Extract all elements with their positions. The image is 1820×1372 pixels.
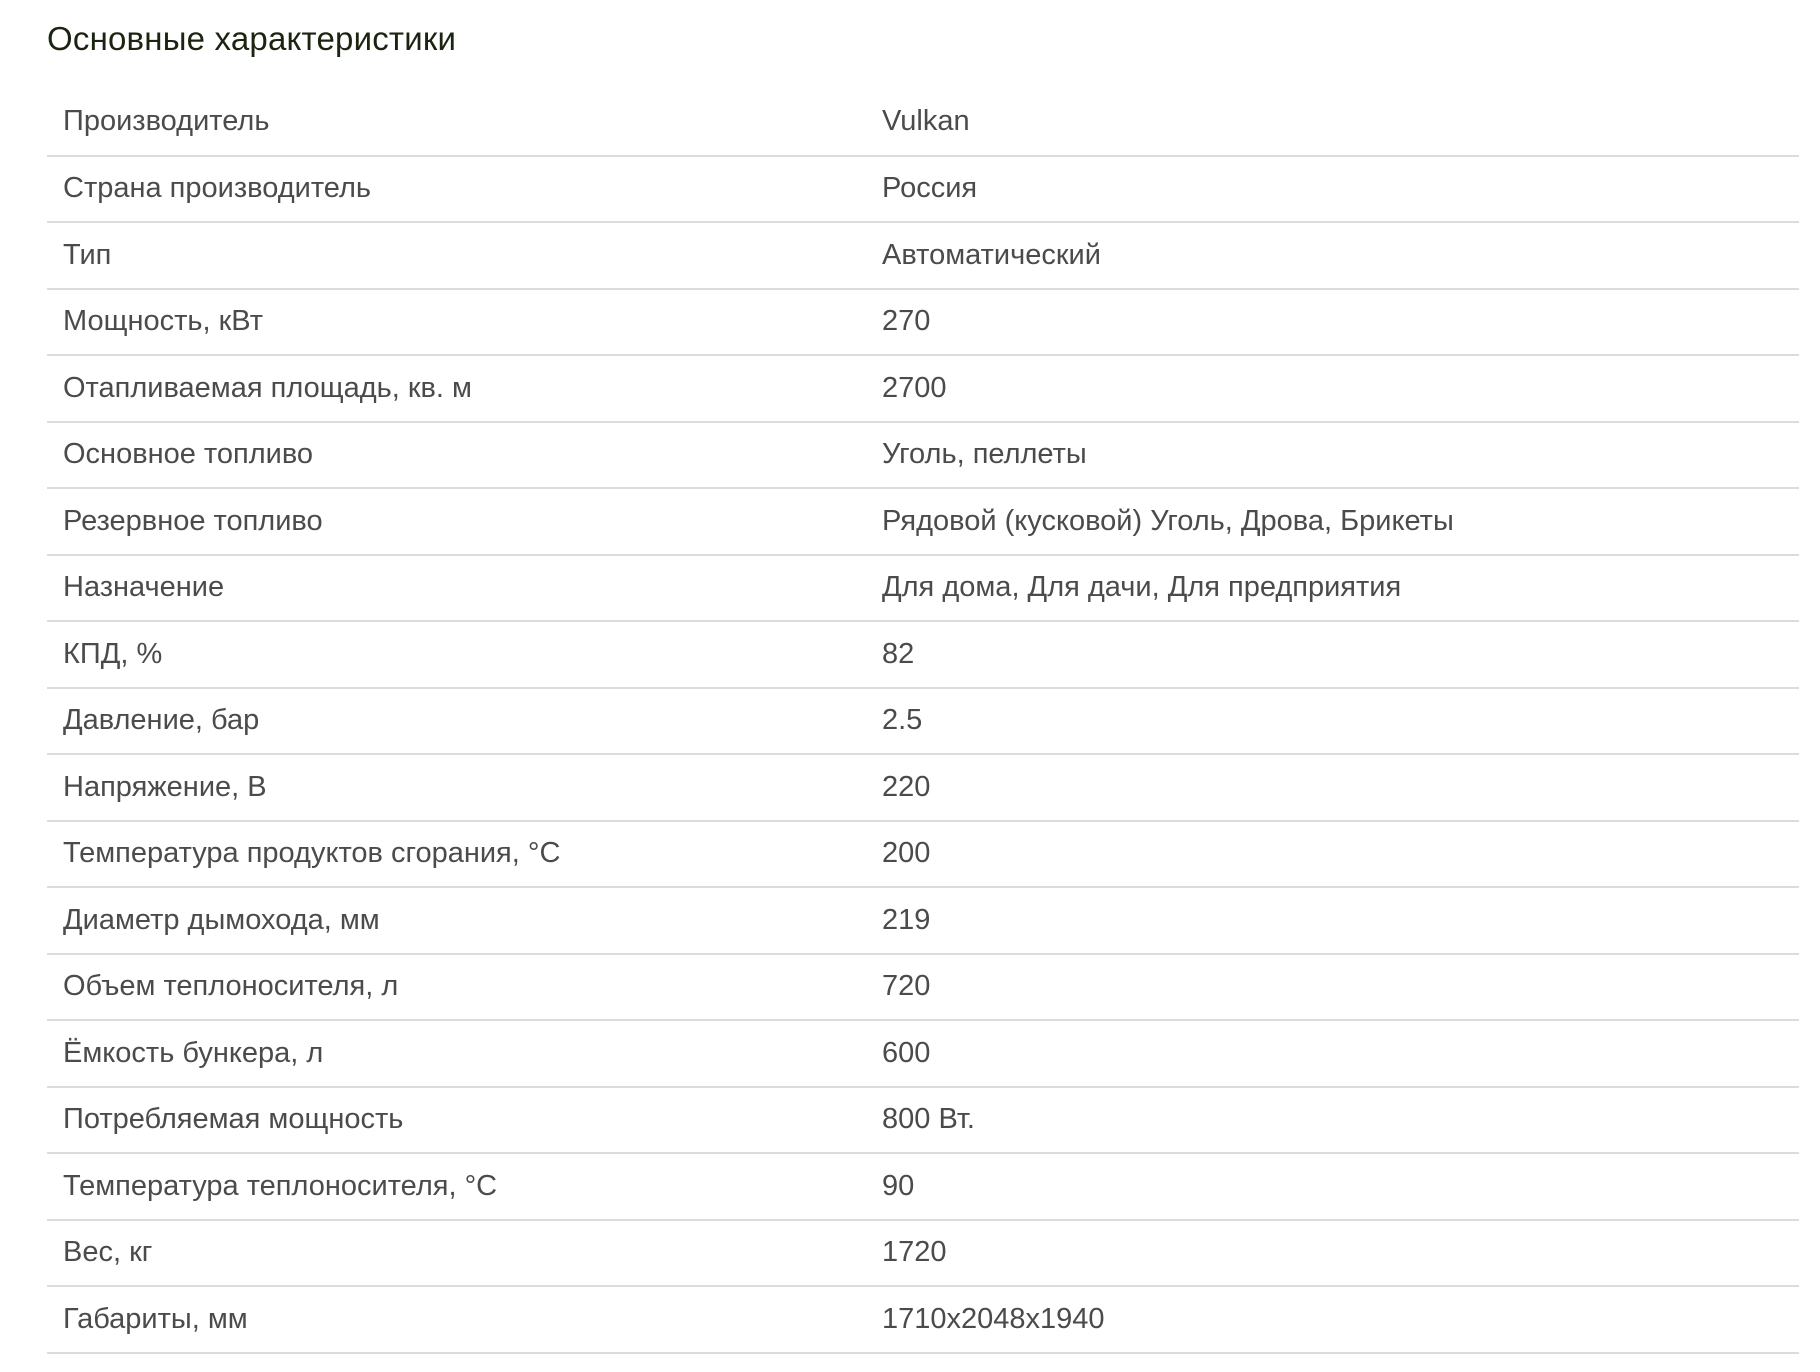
spec-label: Резервное топливо (47, 488, 866, 555)
spec-label: Страна производитель (47, 156, 866, 223)
spec-row-dimensions (47, 1286, 1799, 1353)
spec-label: Производитель (47, 89, 866, 156)
spec-label: Основное топливо (47, 422, 866, 489)
spec-row-country (47, 156, 1799, 223)
spec-row-type (47, 222, 1799, 289)
spec-value: 270 (866, 289, 1799, 356)
spec-row-power (47, 289, 1799, 356)
spec-label: Диаметр дымохода, мм (47, 887, 866, 954)
spec-value: 720 (866, 954, 1799, 1021)
spec-label: Отапливаемая площадь, кв. м (47, 355, 866, 422)
spec-value: Россия (866, 156, 1799, 223)
spec-value: 2.5 (866, 688, 1799, 755)
spec-value: Vulkan (866, 89, 1799, 156)
spec-value: 600 (866, 1020, 1799, 1087)
spec-row-chimney-diameter (47, 887, 1799, 954)
spec-value: 220 (866, 754, 1799, 821)
spec-value: 82 (866, 621, 1799, 688)
spec-value: Для дома, Для дачи, Для предприятия (866, 555, 1799, 622)
spec-label: КПД, % (47, 621, 866, 688)
spec-row-purpose (47, 555, 1799, 622)
spec-value: Уголь, пеллеты (866, 422, 1799, 489)
spec-value: 90 (866, 1153, 1799, 1220)
spec-row-heated-area (47, 355, 1799, 422)
spec-row-hopper-capacity (47, 1020, 1799, 1087)
spec-value: Автоматический (866, 222, 1799, 289)
spec-label: Вес, кг (47, 1220, 866, 1287)
spec-row-voltage (47, 754, 1799, 821)
spec-value: 800 Вт. (866, 1087, 1799, 1154)
spec-row-flue-gas-temperature (47, 821, 1799, 888)
spec-value: 1710x2048x1940 (866, 1286, 1799, 1353)
spec-label: Температура продуктов сгорания, °С (47, 821, 866, 888)
spec-row-power-consumption (47, 1087, 1799, 1154)
spec-label: Мощность, кВт (47, 289, 866, 356)
spec-value: Рядовой (кусковой) Уголь, Дрова, Брикеты (866, 488, 1799, 555)
spec-label: Объем теплоносителя, л (47, 954, 866, 1021)
spec-label: Температура теплоносителя, °С (47, 1153, 866, 1220)
spec-label: Потребляемая мощность (47, 1087, 866, 1154)
spec-label: Давление, бар (47, 688, 866, 755)
spec-row-efficiency (47, 621, 1799, 688)
spec-label: Габариты, мм (47, 1286, 866, 1353)
section-title: Основные характеристики (47, 20, 457, 57)
spec-value: 2700 (866, 355, 1799, 422)
spec-label: Напряжение, В (47, 754, 866, 821)
spec-label: Назначение (47, 555, 866, 622)
specifications-table (47, 89, 1799, 1354)
specifications-section (47, 0, 1799, 1335)
spec-row-coolant-temperature (47, 1153, 1799, 1220)
spec-value: 1720 (866, 1220, 1799, 1287)
spec-row-pressure (47, 688, 1799, 755)
spec-value: 219 (866, 887, 1799, 954)
spec-row-main-fuel (47, 422, 1799, 489)
spec-row-weight (47, 1220, 1799, 1287)
spec-value: 200 (866, 821, 1799, 888)
spec-row-manufacturer (47, 89, 1799, 156)
spec-label: Тип (47, 222, 866, 289)
spec-row-coolant-volume (47, 954, 1799, 1021)
spec-label: Ёмкость бункера, л (47, 1020, 866, 1087)
spec-row-backup-fuel (47, 488, 1799, 555)
